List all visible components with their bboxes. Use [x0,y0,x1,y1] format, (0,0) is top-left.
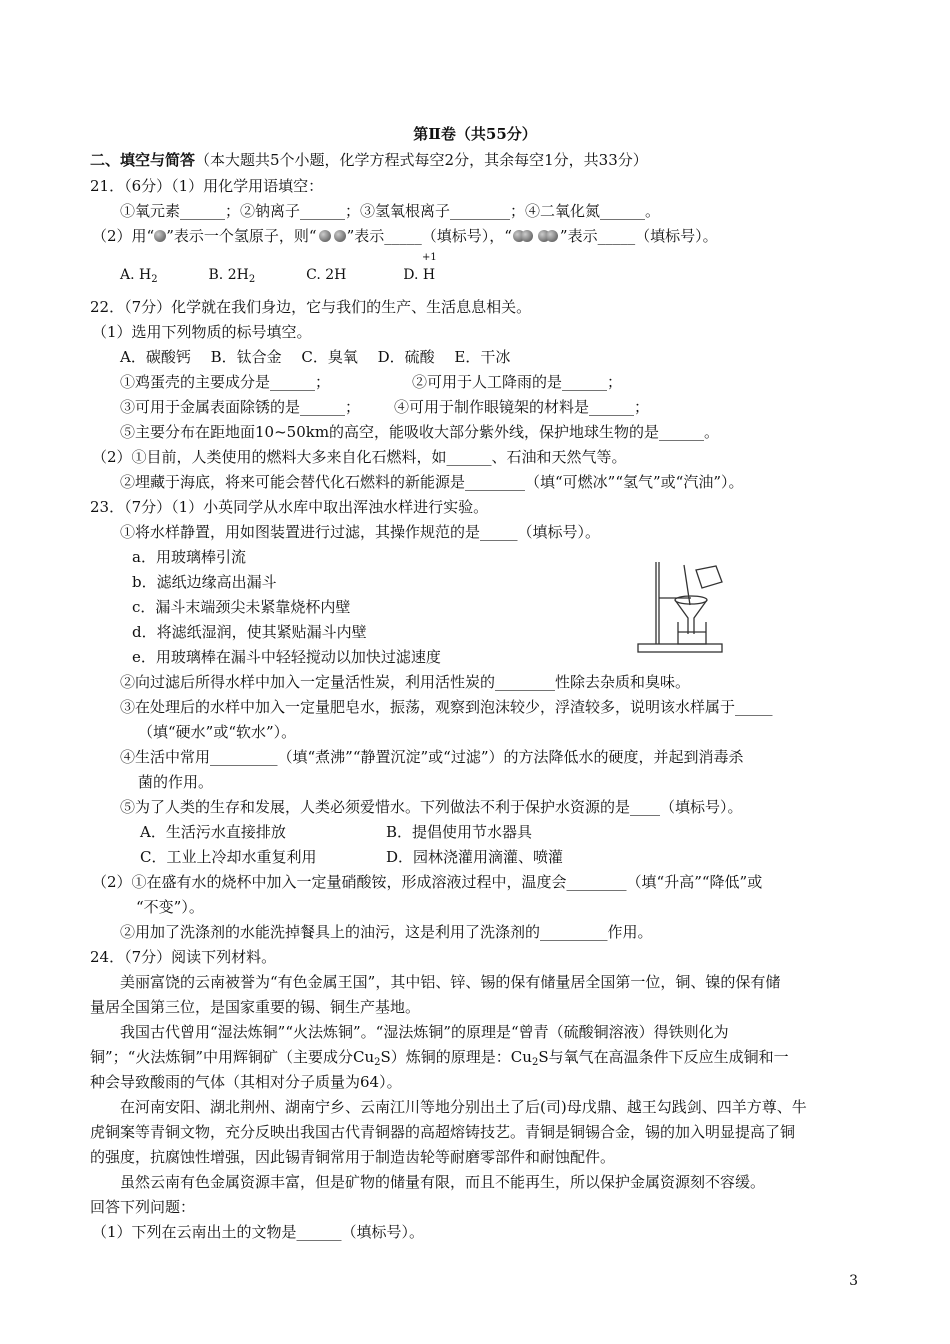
beaker [678,622,706,644]
glass-rod [684,565,690,605]
q22-line2: （1）选用下列物质的标号填空。 [92,323,312,341]
two-h-atoms-icon [317,230,347,242]
q23-line2: ①将水样静置，用如图装置进行过滤，其操作规范的是_____（填标号）。 [120,523,601,541]
q22-part2-line2: ②埋藏于海底，将来可能会替代化石燃料的新能源是________（填“可燃冰”“氢气”或“汽油”）。 [120,473,744,491]
q21-option-d: D. H [403,267,436,283]
q23-line4: ③在处理后的水样中加入一定量肥皂水，振荡，观察到泡沫较少，浮渣较多，说明该水样属于_____ [120,698,773,716]
q23-opt-b: B．提倡使用节水器具 [386,823,533,841]
q24-para2-a: 我国古代曾用“湿法炼铜”“火法炼铜”。“湿法炼铜”的原理是“曾青（硫酸铜溶液）得铁则化为 [120,1023,729,1041]
q22-options: A．碳酸钙 B．钛合金 C．臭氧 D．硫酸 E．干冰 [120,348,511,366]
q21-line3-part: ”表示_____（填标号），“ [346,227,512,245]
q23-line7: 菌的作用。 [138,773,214,791]
q21-line3-part: ”表示一个氢原子，则“ [166,227,317,245]
two-h2-molecules-icon [512,230,560,242]
q21-line3-part: （2）用“ [92,227,155,245]
q24-question1: （1）下列在云南出土的文物是______（填标号）。 [92,1223,425,1241]
q21-line3 [92,226,718,246]
q21-option-c: C. 2H [306,267,347,283]
q24-para3-b: 虎铜案等青铜文物，充分反映出我国古代青铜器的高超熔铸技艺。青铜是铜锡合金，锡的加入明显提高了铜 [90,1123,796,1141]
q21-option-b: B. $2H_2$ [208,267,256,285]
funnel-rim [675,596,707,604]
q23-line10: “不变”）。 [136,898,204,916]
q23-option-c: c．漏斗末端颈尖未紧靠烧杯内壁 [132,598,351,616]
q22-item3: ③可用于金属表面除锈的是______； [120,398,361,416]
q23-option-e: e．用玻璃棒在漏斗中轻轻搅动以加快过滤速度 [132,648,441,666]
section-note: （本大题共5个小题，化学方程式每空2分，其余每空1分，共33分） [195,151,648,169]
q24-para2-b [90,1047,789,1073]
q22-item4: ④可用于制作眼镜架的材料是______； [394,398,650,416]
q24-para1-a: 美丽富饶的云南被誉为“有色金属王国”，其中铝、锌、锡的保有储量居全国第一位，铜、镍的保有储 [120,973,781,991]
charge-superscript: +1 [422,252,437,263]
pouring-beaker [696,566,722,588]
section-heading [90,150,648,170]
q23-opt-d: D．园林浇灌用滴灌、喷灌 [386,848,564,866]
q22-item1: ①鸡蛋壳的主要成分是______； [120,373,331,391]
q23-line5: （填“硬水”或“软水”）。 [138,723,297,741]
q22-item2: ②可用于人工降雨的是______； [412,373,623,391]
q22-part2-line1: （2）①目前，人类使用的燃料大多来自化石燃料，如______、石油和天然气等。 [92,448,627,466]
funnel [675,600,707,634]
q21-option-a: A. $H_2$ [120,267,158,285]
h-atom-icon [154,230,166,242]
q24-para3-c: 的强度，抗腐蚀性增强，因此锡青铜常用于制造齿轮等耐磨零部件和耐蚀配件。 [90,1148,616,1166]
q24-para4: 虽然云南有色金属资源丰富，但是矿物的储量有限，而且不能再生，所以保护金属资源刻不容缓。 [120,1173,766,1191]
q24-para2-c: 种会导致酸雨的气体（其相对分子质量为64）。 [90,1073,402,1091]
q23-line8: ⑤为了人类的生存和发展，人类必须爱惜水。下列做法不利于保护水资源的是____（填标号）。 [120,798,743,816]
q23-line9: （2）①在盛有水的烧杯中加入一定量硝酸铵，形成溶液过程中，温度会________（填“升高”“降低”或 [92,873,763,891]
q22-item5: ⑤主要分布在距地面10~50km的高空，能吸收大部分紫外线，保护地球生物的是______。 [120,423,720,441]
q23-opt-c: C．工业上冷却水重复利用 [140,848,317,866]
q21-line2: ①氧元素______；②钠离子______；③氢氧根离子________；④二氧化氮______。 [120,202,661,220]
filtration-apparatus-diagram [636,560,726,660]
q23-line11: ②用加了洗涤剂的水能洗掉餐具上的油污，这是利用了洗涤剂的_________作用。 [120,923,653,941]
q23-line3: ②向过滤后所得水样中加入一定量活性炭，利用活性炭的________性除去杂质和臭味。 [120,673,691,691]
text-part: S）炼铜的原理是：Cu [380,1048,532,1066]
q23-line1: 23．（7分）（1）小英同学从水库中取出浑浊水样进行实验。 [90,498,489,516]
subscript: 2 [374,1057,381,1068]
q21-options [120,265,435,290]
q21-line1: 21．（6分）（1）用化学用语填空： [90,177,324,195]
q22-line1: 22．（7分）化学就在我们身边，它与我们的生产、生活息息相关。 [90,298,532,316]
q23-opt-a: A．生活污水直接排放 [140,823,286,841]
q24-ask: 回答下列问题： [90,1198,196,1216]
text-part: 铜”；“火法炼铜”中用辉铜矿（主要成分Cu [90,1048,375,1066]
q24-para1-b: 量居全国第三位，是国家重要的锡、铜生产基地。 [90,998,421,1016]
q24-para3-a: 在河南安阳、湖北荆州、湖南宁乡、云南江川等地分别出土了后(司)母戊鼎、越王勾践剑、四羊方尊、牛 [120,1098,807,1116]
stand-base [638,644,722,652]
q23-option-a: a．用玻璃棒引流 [132,548,246,566]
q23-line6: ④生活中常用_________（填“煮沸”“静置沉淀”或“过滤”）的方法降低水的硬度，并起到消毒杀 [120,748,744,766]
page-number: 3 [849,1273,858,1289]
text-part: S与氧气在高温条件下反应生成铜和一 [538,1048,789,1066]
subscript: 2 [531,1057,539,1068]
q23-option-b: b．滤纸边缘高出漏斗 [132,573,277,591]
q24-line1: 24．（7分）阅读下列材料。 [90,948,277,966]
section-label: 二、填空与简答 [90,151,196,169]
page-title: 第Ⅱ卷（共55分） [413,125,537,143]
q21-line3-part: ”表示_____（填标号）。 [559,227,718,245]
q23-option-d: d．将滤纸湿润，使其紧贴漏斗内壁 [132,623,367,641]
